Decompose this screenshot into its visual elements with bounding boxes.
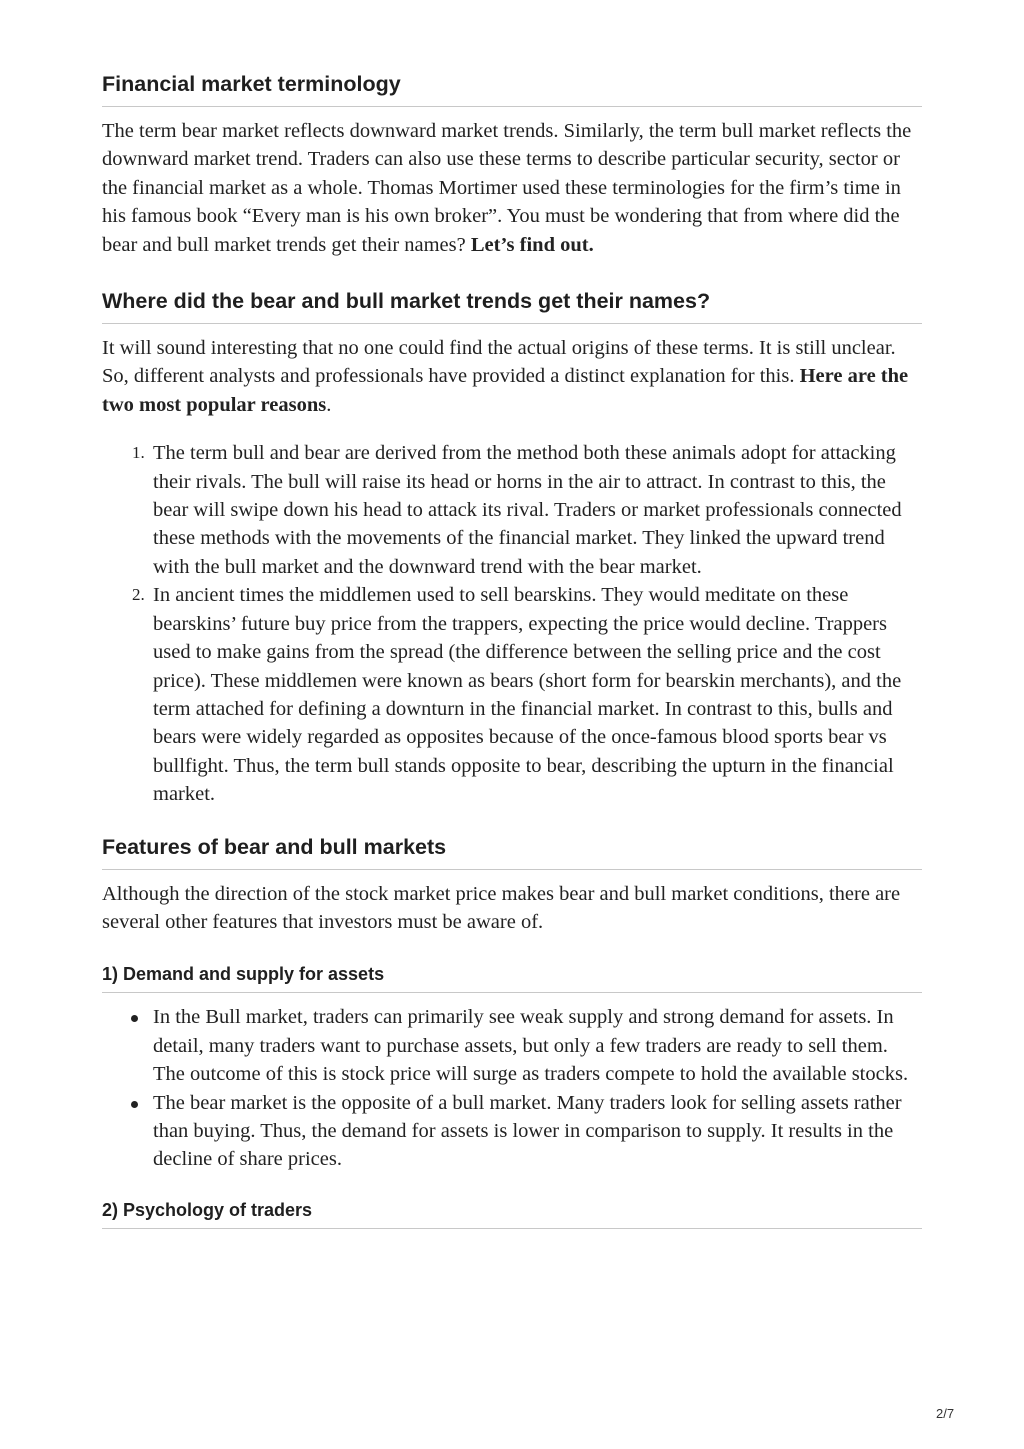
list-item [153,1003,922,1088]
paragraph-terminology-bold: Let’s find out. [470,233,594,256]
paragraph-names [102,334,922,419]
paragraph-terminology-text: The term bear market reflects downward market trends. Similarly, the term bull market reflects the downward market trend. Traders can also use these terms to describe particular security, sector or the financial market as a whole. Thomas Mortimer used these terminologies for the firm’s time in his famous book “Every man is his own broker”. You must be wondering that from where did the bear and bull market trends get their names? [102,120,912,256]
reasons-list [102,439,922,808]
list-item-text: In the Bull market, traders can primarily see weak supply and strong demand for assets. In detail, many traders want to purchase assets, but only a few traders are ready to sell them. The outcome of this is stock price will surge as traders compete to hold the available stocks. [153,1006,909,1086]
heading-terminology: Financial market terminology [102,70,922,107]
paragraph-terminology [102,117,922,259]
paragraph-features: Although the direction of the stock market price makes bear and bull market conditions, there are several other features that investors must be aware of. [102,882,901,933]
list-item [153,1089,922,1174]
list-item-text: The bear market is the opposite of a bull market. Many traders look for selling assets rather than buying. Thus, the demand for assets is lower in comparison to supply. It results in the decline of share prices. [153,1091,902,1171]
list-item [132,439,922,581]
subheading-psychology: 2) Psychology of traders [102,1198,922,1229]
demand-bullet-list [102,1003,922,1173]
list-item-text: The term bull and bear are derived from the method both these animals adopt for attacking their rivals. The bull will raise its head or horns in the air to attract. In contrast to this, the bear will swipe down his head to attack its rival. Traders or market professionals connected these methods with the movements of the financial market. They linked the upward trend with the bull market and the downward trend with the bear market. [153,442,902,578]
list-item-text: In ancient times the middlemen used to sell bearskins. They would meditate on these bearskins’ future buy price from the trappers, expecting the price would decline. Trappers used to make gains from the spread (the difference between the selling price and the cost price). These middlemen were known as bears (short form for bearskin merchants), and the term attached for defining a downturn in the financial market. In contrast to this, bulls and bears were widely regarded as opposites because of the once-famous blood sports bear vs bullfight. Thus, the term bull stands opposite to bear, describing the upturn in the financial market. [153,584,902,806]
document-page [102,0,922,1229]
list-item [132,581,922,808]
page-number: 2/7 [936,1406,955,1421]
paragraph-names-text: It will sound interesting that no one could find the actual origins of these terms. It is still unclear. So, different analysts and professionals have provided a distinct explanation for this. [102,337,896,388]
list-item-number: 2. [132,585,145,605]
bullet-icon [131,1101,138,1108]
bullet-icon [131,1015,138,1022]
paragraph-names-bold: Here are the two most popular reasons [102,365,909,416]
subheading-demand-supply: 1) Demand and supply for assets [102,962,922,993]
heading-names: Where did the bear and bull market trends get their names? [102,287,922,324]
heading-features: Features of bear and bull markets [102,833,922,870]
paragraph-names-end: . [326,393,332,416]
list-item-number: 1. [132,443,145,463]
